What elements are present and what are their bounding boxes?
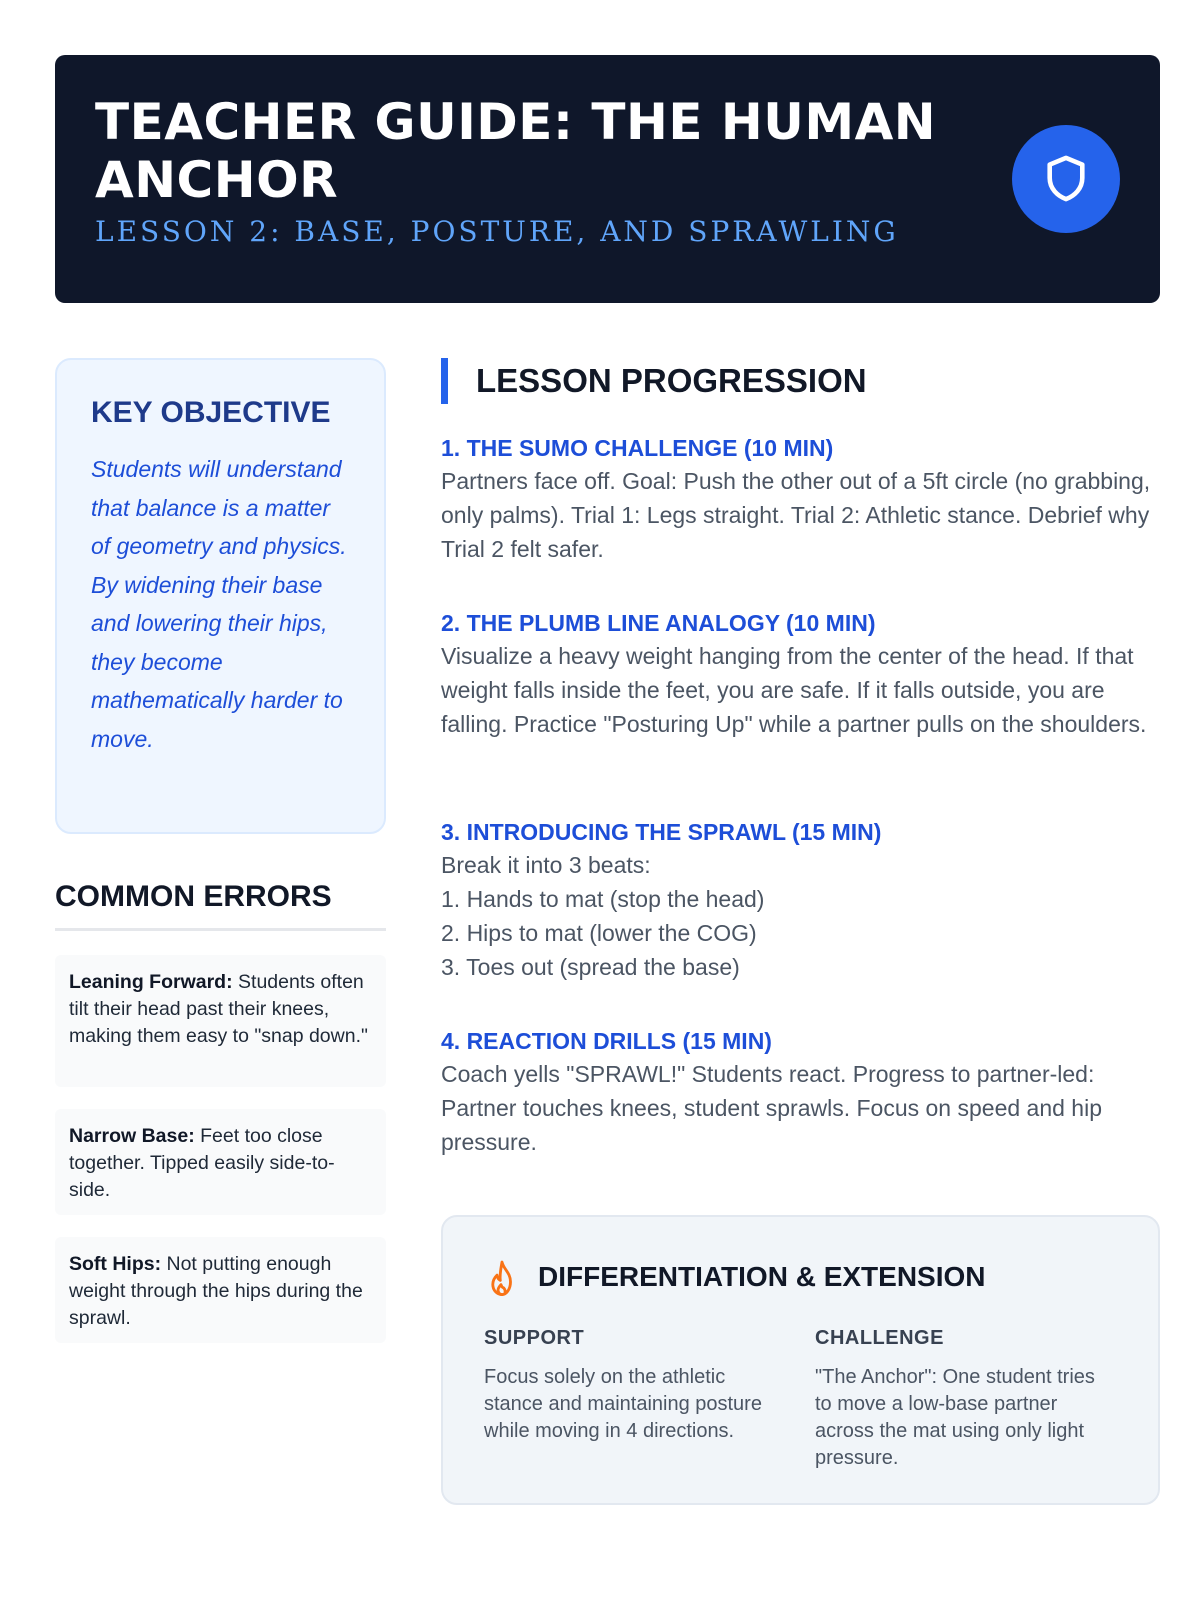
progression-step [441,1025,1161,1159]
error-label: Leaning Forward: [69,971,233,993]
progression-step [441,816,1161,984]
shield-icon [1043,153,1089,205]
step-title: 1. THE SUMO CHALLENGE (10 MIN) [441,435,834,461]
lesson-subtitle: LESSON 2: BASE, POSTURE, AND SPRAWLING [95,215,899,248]
error-text: Students often tilt their head past their knees, making them easy to "snap down." [69,971,368,1047]
page-header [55,55,1160,303]
step-title: 2. THE PLUMB LINE ANALOGY (10 MIN) [441,610,876,636]
support-column [484,1327,789,1445]
progression-step [441,607,1161,741]
step-body: Visualize a heavy weight hanging from the center of the head. If that weight falls inside the feet, you are safe. If it falls outside, you are falling. Practice "Posturing Up" while a partner pulls on the shoulders. [441,643,1147,737]
error-label: Narrow Base: [69,1125,195,1147]
step-body: Coach yells "SPRAWL!" Students react. Progress to partner-led: Partner touches knees, student sprawls. Focus on speed and hip pressure. [441,1061,1103,1155]
progression-step [441,432,1161,566]
key-objective-text: Students will understand that balance is a matter of geometry and physics. By widening their base and lowering their hips, they become mathematically harder to move. [91,456,347,752]
step-title: 4. REACTION DRILLS (15 MIN) [441,1028,772,1054]
error-text: Not putting enough weight through the hips during the sprawl. [69,1253,363,1329]
error-card [55,1237,386,1343]
error-text: Feet too close together. Tipped easily side-to-side. [69,1125,335,1201]
error-label: Soft Hips: [69,1253,162,1275]
step-body: Break it into 3 beats: 1. Hands to mat (stop the head) 2. Hips to mat (lower the COG) 3. Toes out (spread the base) [441,852,765,980]
common-errors-title: COMMON ERRORS [55,880,386,931]
error-card [55,955,386,1087]
challenge-title: CHALLENGE [815,1327,944,1349]
key-objective-card [55,358,386,834]
step-body: Partners face off. Goal: Push the other out of a 5ft circle (no grabbing, only palms). Trial 1: Legs straight. Trial 2: Athletic stance. Debrief why Trial 2 felt safer. [441,468,1151,562]
challenge-text: "The Anchor": One student tries to move a low-base partner across the mat using only light pressure. [815,1366,1095,1469]
error-card [55,1109,386,1215]
support-text: Focus solely on the athletic stance and maintaining posture while moving in 4 directions. [484,1366,762,1442]
fire-icon [485,1259,519,1299]
key-objective-title: KEY OBJECTIVE [91,396,331,429]
step-title: 3. INTRODUCING THE SPRAWL (15 MIN) [441,819,882,845]
lesson-progression-title: LESSON PROGRESSION [441,358,867,404]
shield-badge [1012,125,1120,233]
differentiation-box [441,1215,1160,1505]
differentiation-title: DIFFERENTIATION & EXTENSION [538,1261,986,1292]
challenge-column [815,1327,1105,1472]
page-title: TEACHER GUIDE: THE HUMAN ANCHOR [95,93,937,209]
support-title: SUPPORT [484,1327,585,1349]
